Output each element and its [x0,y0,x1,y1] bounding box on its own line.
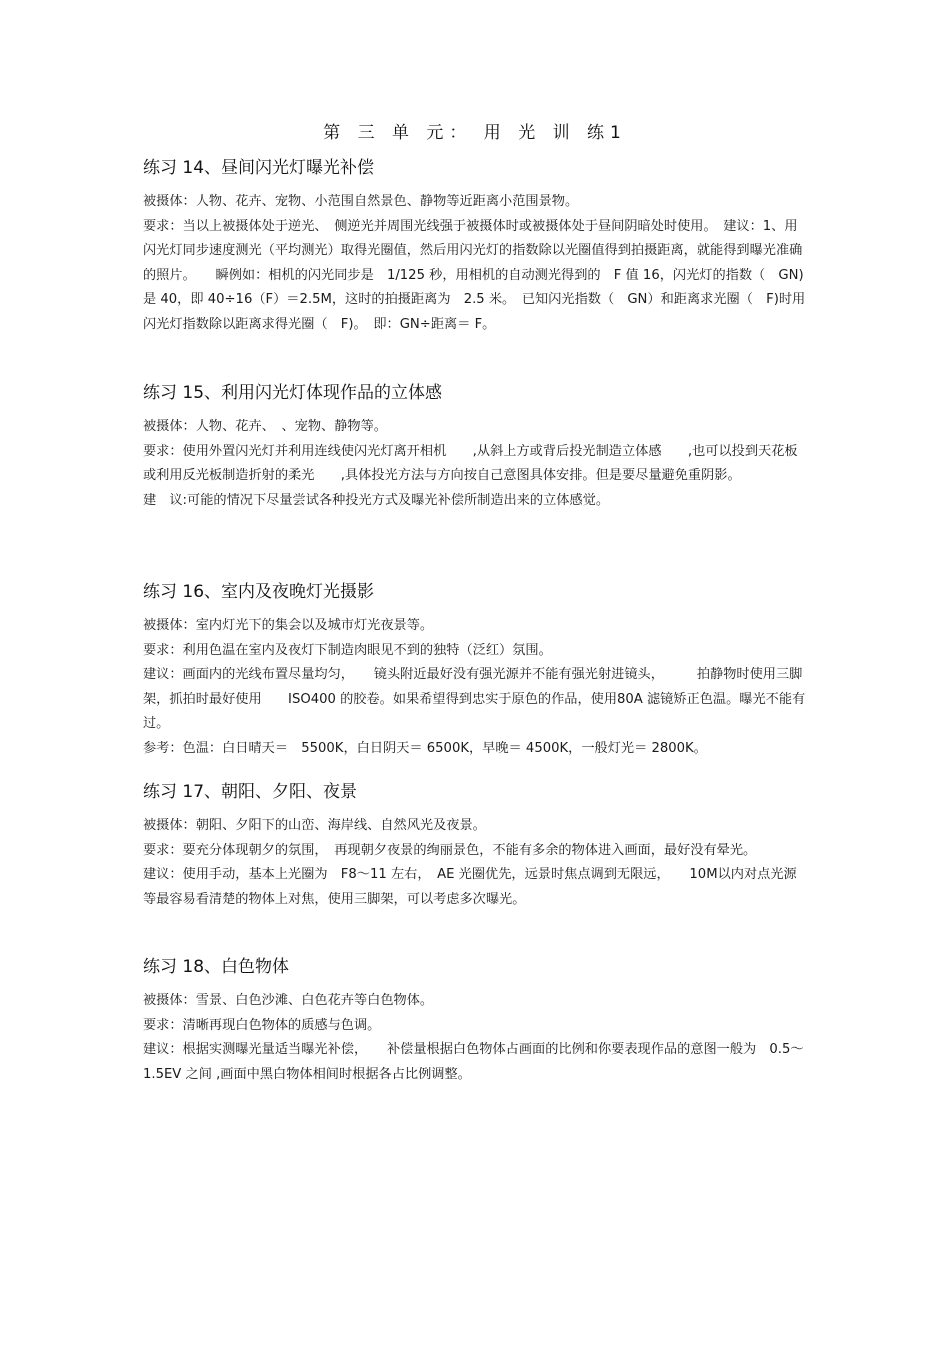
exercise-15-requirement: 要求：使用外置闪光灯并利用连线使闪光灯离开相机 ,从斜上方或背后投光制造立体感 ,也可以投到天花板或利用反光板制造折射的柔光 ,具体投光方法与方向按自己意图具体安排。但是要尽量避免重阴影。 [143,443,798,484]
exercise-18-requirement: 要求：清晰再现白色物体的质感与色调。 [143,1017,381,1033]
page-title: 第 三 单 元： 用 光 训 练1 [323,123,627,143]
exercise-16-heading: 练习 16、室内及夜晚灯光摄影 [143,582,375,602]
exercise-17-heading: 练习 17、朝阳、夕阳、夜景 [143,782,358,802]
exercise-14-subject: 被摄体：人物、花卉、宠物、小范围自然景色、静物等近距离小范围景物。 [143,194,579,209]
exercise-18-subject: 被摄体：雪景、白色沙滩、白色花卉等白色物体。 [143,993,434,1008]
exercise-18-section [143,955,807,1087]
exercise-15-heading: 练习 15、利用闪光灯体现作品的立体感 [143,383,443,403]
exercise-14-heading: 练习 14、昼间闪光灯曝光补偿 [143,158,375,178]
exercise-16-subject: 被摄体：室内灯光下的集会以及城市灯光夜景等。 [143,618,434,633]
exercise-14-section [143,156,807,338]
exercise-17-suggestion: 建议：使用手动，基本上光圈为 F8～11 左右， AE 光圈优先，远景时焦点调到无限远， 10M以内对点光源等最容易看清楚的物体上对焦，使用三脚架，可以考虑多次曝光。 [143,867,797,907]
exercise-17-requirement: 要求：要充分体现朝夕的氛围， 再现朝夕夜景的绚丽景色，不能有多余的物体进入画面，最好没有晕光。 [143,842,757,858]
exercise-17-section [143,780,807,912]
exercise-15-suggestion: 建 议:可能的情况下尽量尝试各种投光方式及曝光补偿所制造出来的立体感觉。 [143,492,610,508]
exercise-14-requirement: 要求：当以上被摄体处于逆光、 侧逆光并周围光线强于被摄体时或被摄体处于昼间阴暗处时使用。 建议：1、用闪光灯同步速度测光（平均测光）取得光圈值，然后用闪光灯的指数除以光圈值得到拍摄距离，就能得到曝光准确的照片。 瞬例如：相机的闪光同步是 1/125 秒，用相机的自动测光得到的 F 值 16，闪光灯的指数（ GN) 是 40，即 40÷16（F）＝2.5M，这时的拍摄距离为 2.5 米。 已知闪光指数（ GN）和距离求光圈（ F)时用闪光灯指数除以距离求得光圈（ F)。 即：GN÷距离＝ F。 [143,218,806,332]
exercise-15-subject: 被摄体：人物、花卉、 、宠物、静物等。 [143,419,387,434]
exercise-16-reference: 参考：色温：白日晴天＝ 5500K，白日阴天＝ 6500K，早晚＝ 4500K，一般灯光＝ 2800K。 [143,740,707,756]
exercise-17-subject: 被摄体：朝阳、夕阳下的山峦、海岸线、自然风光及夜景。 [143,818,486,833]
exercise-16-section [143,580,807,762]
exercise-18-heading: 练习 18、白色物体 [143,957,290,977]
exercise-16-suggestion: 建议：画面内的光线布置尽量均匀， 镜头附近最好没有强光源并不能有强光射进镜头， 拍静物时使用三脚架，抓拍时最好使用 ISO400 的胶卷。如果希望得到忠实于原色的作品，使用80A 滤镜矫正色温。曝光不能有过。 [143,667,806,732]
exercise-18-suggestion: 建议：根据实测曝光量适当曝光补偿， 补偿量根据白色物体占画面的比例和你要表现作品的意图一般为 0.5～1.5EV 之间 ,画面中黑白物体相间时根据各占比例调整。 [143,1042,804,1082]
exercise-15-section [143,381,807,513]
exercise-16-requirement: 要求：利用色温在室内及夜灯下制造肉眼见不到的独特（泛红）氛围。 [143,642,552,658]
